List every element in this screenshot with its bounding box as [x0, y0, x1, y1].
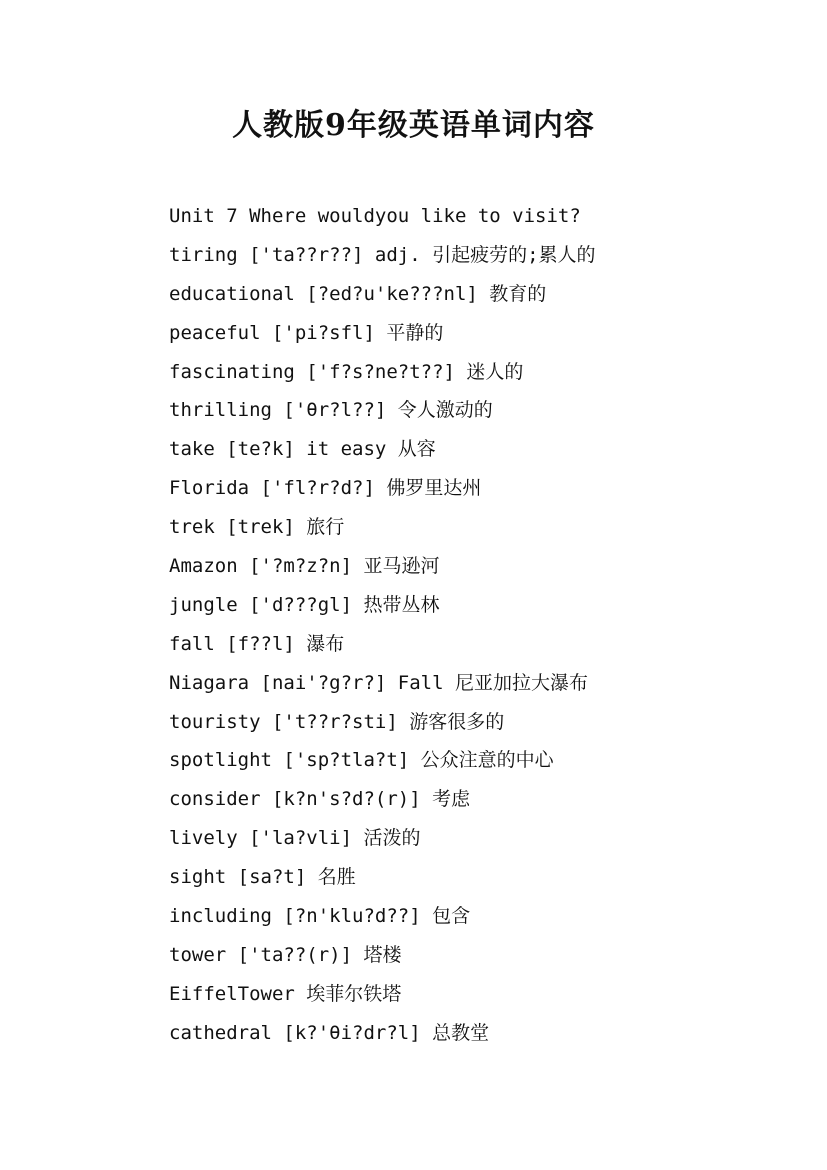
vocab-line: thrilling ['θr?l??] 令人激动的	[169, 399, 493, 422]
vocab-line: Florida ['fl?r?d?] 佛罗里达州	[169, 477, 482, 500]
vocab-line: take [te?k] it easy 从容	[169, 438, 436, 461]
vocab-line: sight [sa?t] 名胜	[169, 866, 356, 889]
vocab-line: tower ['ta??(r)] 塔楼	[169, 943, 402, 966]
vocab-line: including [?n'klu?d??] 包含	[169, 905, 471, 928]
vocab-line: consider [k?n's?d?(r)] 考虑	[169, 788, 471, 811]
vocab-line: touristy ['t??r?sti] 游客很多的	[169, 710, 505, 733]
vocab-line: fall [f??l] 瀑布	[169, 632, 345, 655]
vocab-line: spotlight ['sp?tla?t] 公众注意的中心	[169, 749, 554, 772]
vocab-line: cathedral [k?'θi?dr?l] 总教堂	[169, 1021, 490, 1044]
vocab-line: fascinating ['f?s?ne?t??] 迷人的	[169, 360, 524, 383]
vocab-line: Amazon ['?m?z?n] 亚马逊河	[169, 555, 440, 578]
vocab-line: lively ['la?vli] 活泼的	[169, 827, 421, 850]
vocab-line: EiffelTower 埃菲尔铁塔	[169, 982, 402, 1005]
vocab-line: tiring ['ta??r??] adj. 引起疲劳的;累人的	[169, 243, 596, 266]
vocab-line: peaceful ['pi?sfl] 平静的	[169, 321, 444, 344]
vocab-line: trek [trek] 旅行	[169, 516, 345, 539]
vocab-line: jungle ['d???gl] 热带丛林	[169, 593, 440, 616]
document-title: 人教版9年级英语单词内容	[232, 108, 595, 143]
vocab-line: Niagara [nai'?g?r?] Fall 尼亚加拉大瀑布	[169, 671, 588, 694]
vocabulary-list	[169, 197, 809, 1053]
vocab-line: educational [?ed?u'ke???nl] 教育的	[169, 282, 547, 305]
vocab-line: Unit 7 Where wouldyou like to visit?	[169, 205, 581, 227]
